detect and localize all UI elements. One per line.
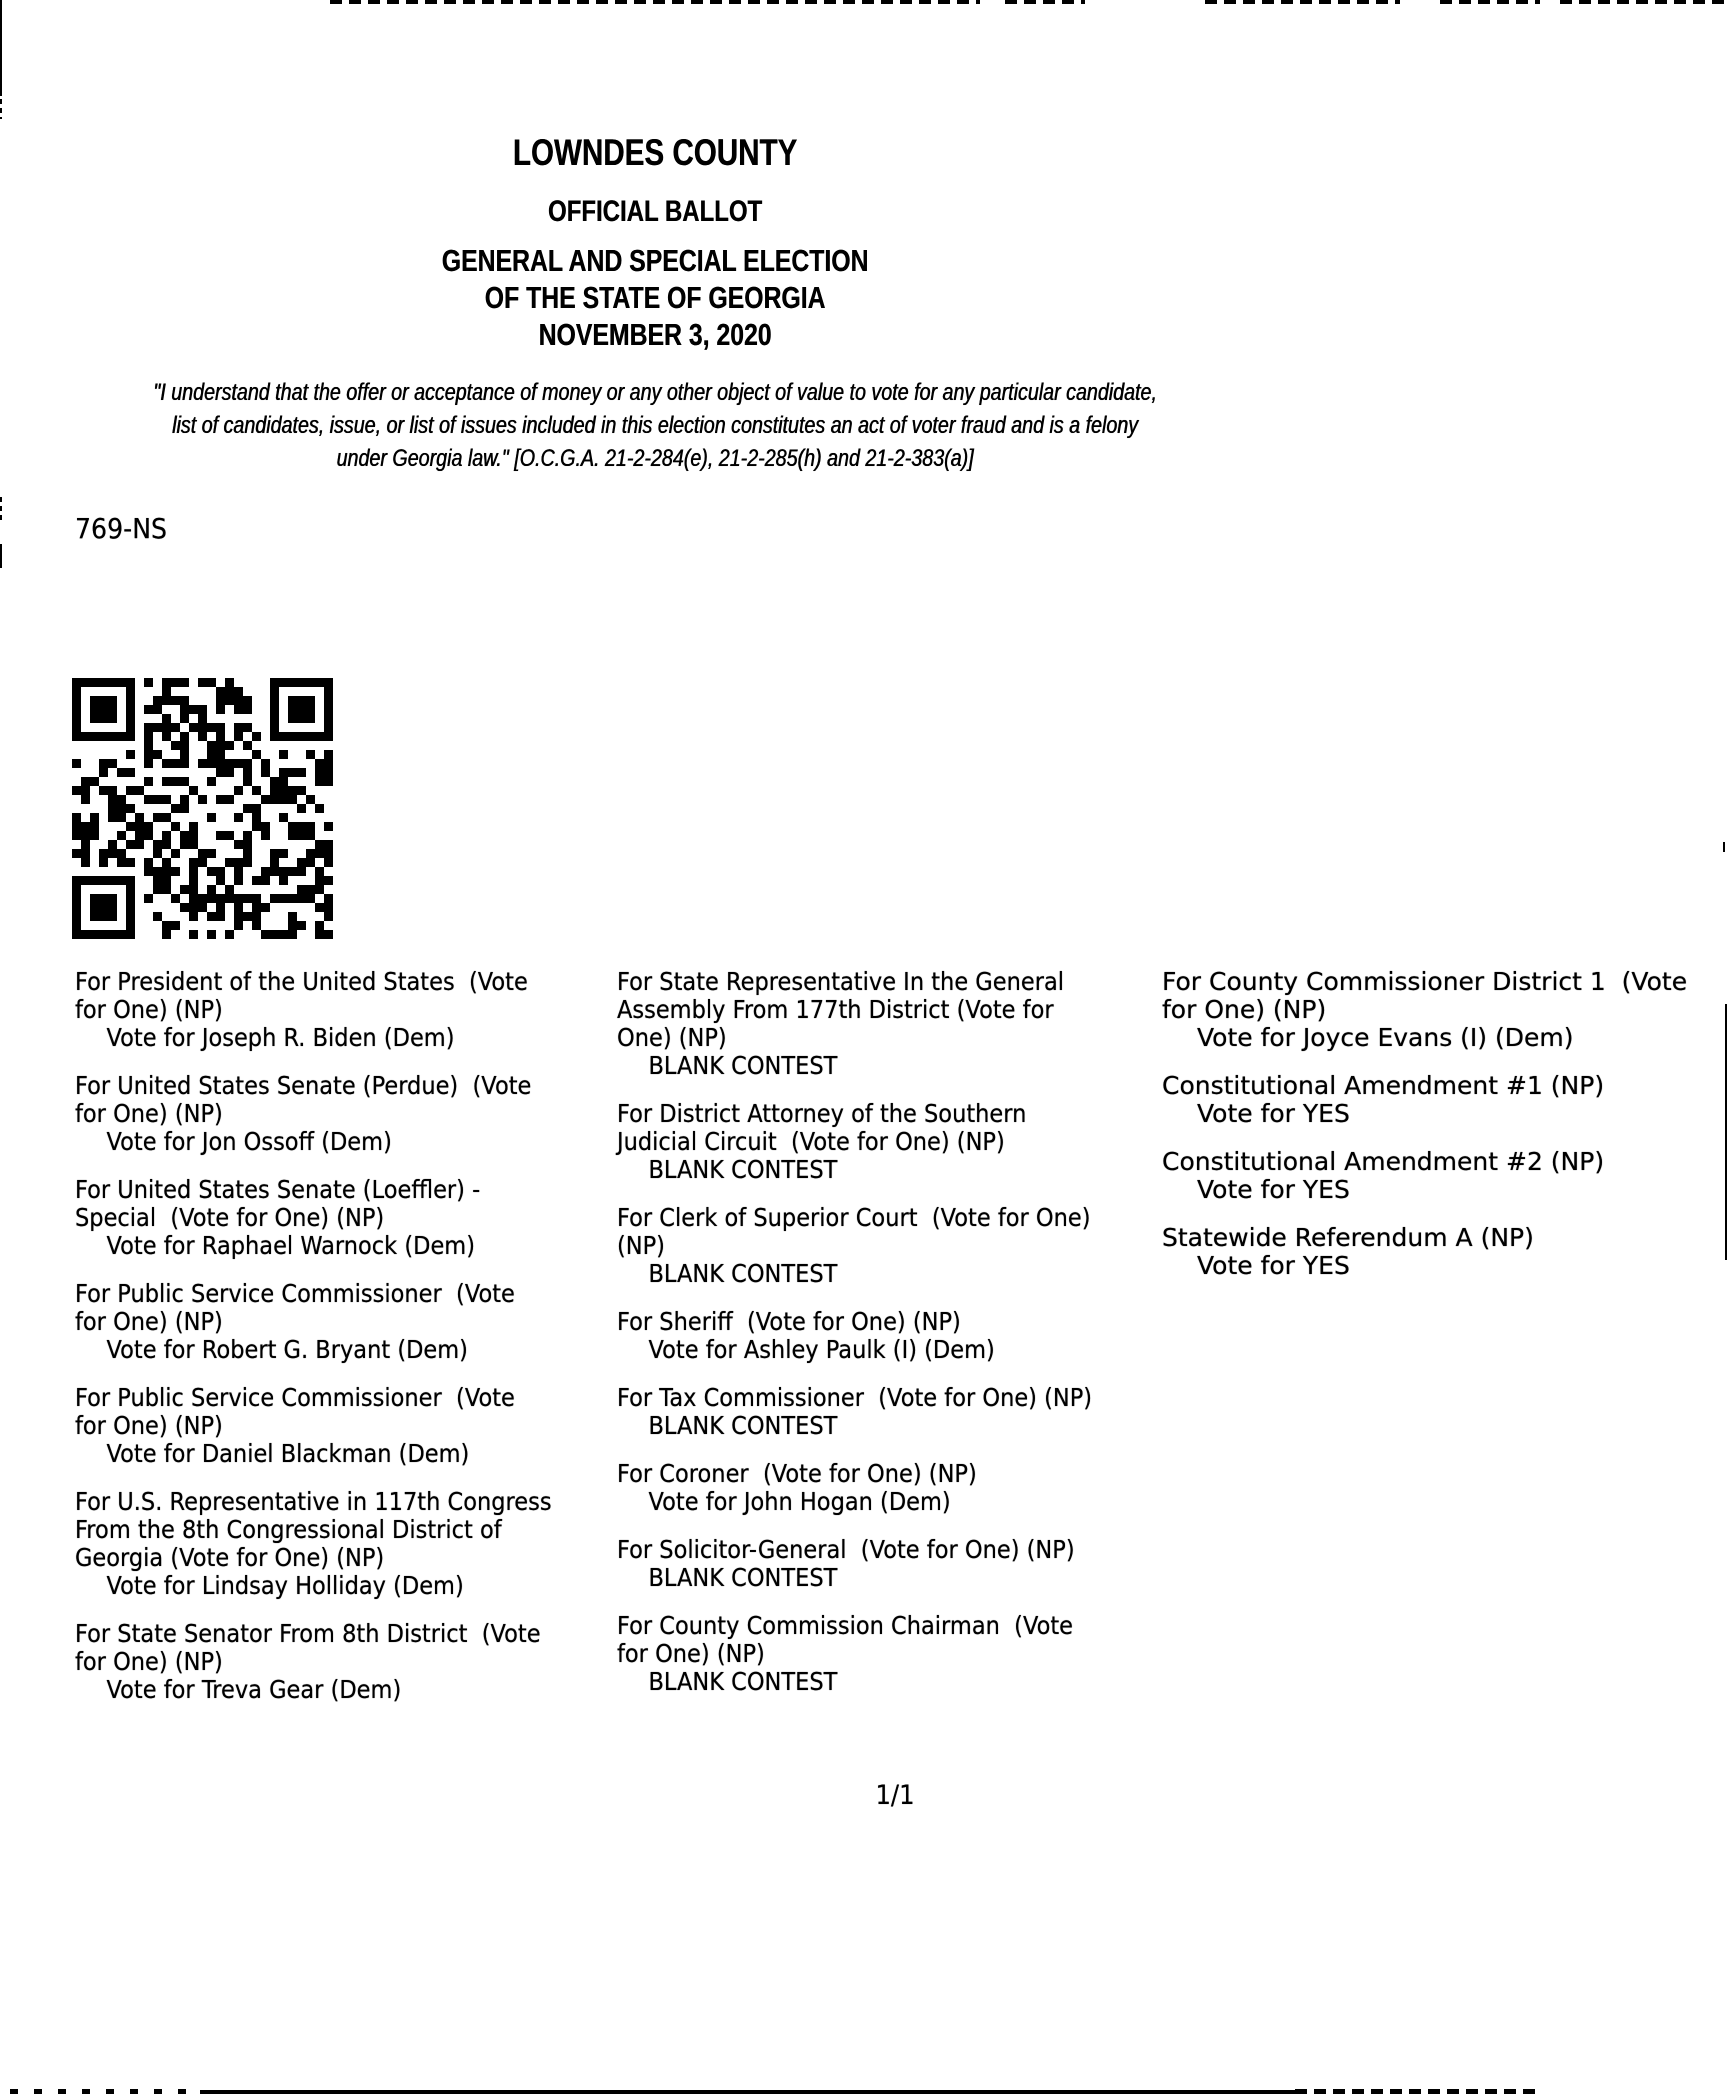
contest-title-line: For President of the United States (Vote xyxy=(75,967,528,996)
disclaimer-line: under Georgia law." [O.C.G.A. 21-2-284(e), 21-2-285(h) and 21-2-383(a)] xyxy=(336,445,974,472)
contest-title-line: For United States Senate (Loeffler) - xyxy=(75,1175,481,1204)
contest-title-line: For Tax Commissioner (Vote for One) (NP) xyxy=(617,1383,1093,1412)
contest-selection: Vote for Jon Ossoff (Dem) xyxy=(106,1127,392,1156)
contest-title-line: Assembly From 177th District (Vote for xyxy=(617,995,1054,1024)
contest xyxy=(617,1460,1157,1516)
contest-selection: Vote for Raphael Warnock (Dem) xyxy=(106,1231,475,1260)
contest-title-line: From the 8th Congressional District of xyxy=(75,1515,502,1544)
qr-code xyxy=(72,678,333,939)
contest-selection: Vote for Treva Gear (Dem) xyxy=(106,1675,402,1704)
contest-title-line: For County Commission Chairman (Vote xyxy=(617,1611,1074,1640)
scan-artifact-top-edge xyxy=(1205,0,1400,4)
contest-title-line: Constitutional Amendment #1 (NP) xyxy=(1162,1071,1605,1100)
election-title-line: OF THE STATE OF GEORGIA xyxy=(484,280,826,315)
contest-title-line: (NP) xyxy=(617,1231,665,1260)
scan-artifact-top-edge xyxy=(1005,0,1085,4)
contest-selection: Vote for Lindsay Holliday (Dem) xyxy=(106,1571,464,1600)
scan-artifact-left-edge xyxy=(0,99,2,119)
contest xyxy=(1162,968,1728,1052)
contest-title-line: for One) (NP) xyxy=(75,1411,223,1440)
contest xyxy=(617,1100,1157,1184)
contest-title-line: For Public Service Commissioner (Vote xyxy=(75,1383,515,1412)
contest-title-line: Georgia (Vote for One) (NP) xyxy=(75,1543,385,1572)
scan-artifact-right-edge xyxy=(1723,842,1725,852)
scan-artifact-bottom-edge xyxy=(1295,2089,1540,2094)
contest-selection: Vote for YES xyxy=(1197,1251,1350,1280)
scan-artifact-bottom-edge xyxy=(10,2089,200,2094)
contest-title-line: For Clerk of Superior Court (Vote for One) xyxy=(617,1203,1091,1232)
contest-selection: Vote for Daniel Blackman (Dem) xyxy=(106,1439,470,1468)
contest-title-line: for One) (NP) xyxy=(75,1099,223,1128)
disclaimer-line: list of candidates, issue, or list of issues included in this election constitutes an act of voter fraud and is a felony xyxy=(172,412,1138,439)
contest-title-line: For Solicitor-General (Vote for One) (NP) xyxy=(617,1535,1075,1564)
contest-selection: Vote for John Hogan (Dem) xyxy=(648,1487,951,1516)
contest-selection: Vote for Joyce Evans (I) (Dem) xyxy=(1197,1023,1574,1052)
contest-selection: Vote for YES xyxy=(1197,1175,1350,1204)
contest xyxy=(617,1536,1157,1592)
contest-selection: BLANK CONTEST xyxy=(648,1411,838,1440)
contest-selection: Vote for Ashley Paulk (I) (Dem) xyxy=(648,1335,995,1364)
contest-selection: Vote for Joseph R. Biden (Dem) xyxy=(106,1023,455,1052)
election-title-line: GENERAL AND SPECIAL ELECTION xyxy=(441,243,869,278)
contest-selection: Vote for Robert G. Bryant (Dem) xyxy=(106,1335,468,1364)
summary-column-2 xyxy=(617,968,1157,1716)
contest-selection: BLANK CONTEST xyxy=(648,1259,838,1288)
contest xyxy=(617,1612,1157,1696)
contest-title-line: For U.S. Representative in 117th Congress xyxy=(75,1487,552,1516)
contest xyxy=(617,1308,1157,1364)
contest-title-line: One) (NP) xyxy=(617,1023,727,1052)
contest-selection: BLANK CONTEST xyxy=(648,1051,838,1080)
contest-title-line: Judicial Circuit (Vote for One) (NP) xyxy=(617,1127,1005,1156)
contest-title-line: for One) (NP) xyxy=(617,1639,765,1668)
contest-title-line: For County Commissioner District 1 (Vote xyxy=(1162,967,1688,996)
contest-title-line: Special (Vote for One) (NP) xyxy=(75,1203,385,1232)
contest xyxy=(617,1384,1157,1440)
contest xyxy=(617,1204,1157,1288)
contest xyxy=(75,1384,615,1468)
scan-artifact-bottom-edge xyxy=(200,2090,1295,2094)
contest-title-line: For Public Service Commissioner (Vote xyxy=(75,1279,515,1308)
scan-artifact-top-edge xyxy=(330,0,980,4)
contest-title-line: For State Senator From 8th District (Vote xyxy=(75,1619,541,1648)
scan-artifact-top-edge xyxy=(1560,0,1728,4)
summary-column-1 xyxy=(75,968,615,1724)
ballot-title: OFFICIAL BALLOT xyxy=(547,195,763,228)
contest-title-line: For United States Senate (Perdue) (Vote xyxy=(75,1071,532,1100)
contest xyxy=(1162,1224,1728,1280)
contest xyxy=(75,1620,615,1704)
contest-title-line: for One) (NP) xyxy=(1162,995,1327,1024)
contest-title-line: Statewide Referendum A (NP) xyxy=(1162,1223,1534,1252)
county-title: LOWNDES COUNTY xyxy=(512,132,798,173)
contest-selection: Vote for YES xyxy=(1197,1099,1350,1128)
scan-artifact-left-edge xyxy=(0,544,2,568)
contest-title-line: For Sheriff (Vote for One) (NP) xyxy=(617,1307,961,1336)
contest-title-line: for One) (NP) xyxy=(75,1307,223,1336)
scan-artifact-left-edge xyxy=(0,497,2,523)
page-number: 1/1 xyxy=(875,1780,915,1811)
contest-title-line: For State Representative In the General xyxy=(617,967,1064,996)
scan-artifact-top-edge xyxy=(1440,0,1540,4)
contest-title-line: Constitutional Amendment #2 (NP) xyxy=(1162,1147,1605,1176)
contest xyxy=(75,968,615,1052)
contest-selection: BLANK CONTEST xyxy=(648,1155,838,1184)
contest xyxy=(1162,1072,1728,1128)
scan-artifact-left-edge xyxy=(0,0,2,96)
contest-title-line: For Coroner (Vote for One) (NP) xyxy=(617,1459,977,1488)
summary-column-3 xyxy=(1162,968,1728,1300)
election-title-line: NOVEMBER 3, 2020 xyxy=(538,317,772,352)
contest xyxy=(617,968,1157,1080)
disclaimer-line: "I understand that the offer or acceptance of money or any other object of value to vote for any particular candidate, xyxy=(153,379,1157,406)
contest xyxy=(75,1176,615,1260)
contest xyxy=(1162,1148,1728,1204)
contest-title-line: For District Attorney of the Southern xyxy=(617,1099,1027,1128)
contest-selection: BLANK CONTEST xyxy=(648,1563,838,1592)
contest xyxy=(75,1488,615,1600)
ballot-style-code: 769-NS xyxy=(75,512,168,545)
contest-title-line: for One) (NP) xyxy=(75,1647,223,1676)
contest-selection: BLANK CONTEST xyxy=(648,1667,838,1696)
contest-title-line: for One) (NP) xyxy=(75,995,223,1024)
contest xyxy=(75,1280,615,1364)
contest xyxy=(75,1072,615,1156)
